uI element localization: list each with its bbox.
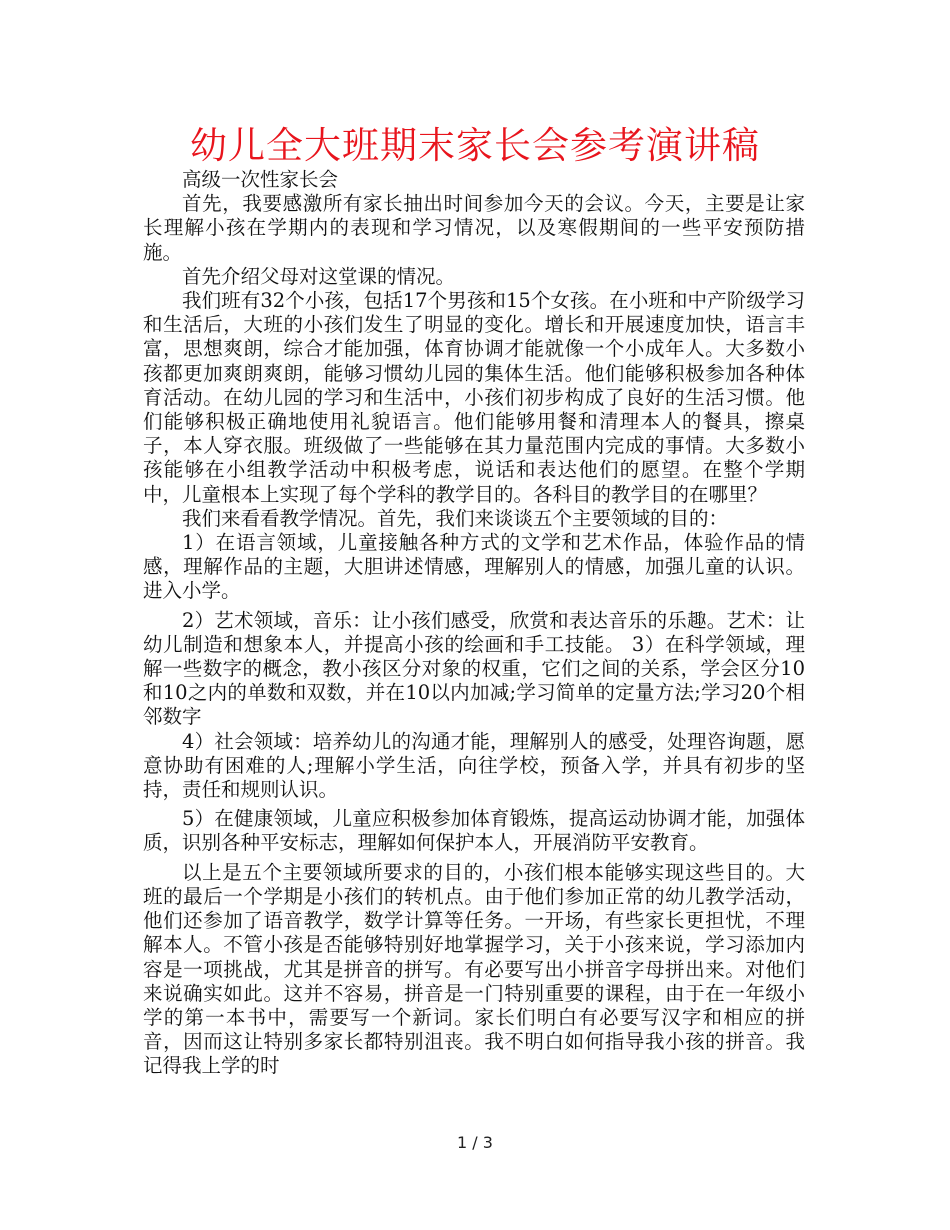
document-body	[143, 168, 805, 1079]
paragraph: 我们来看看教学情况。首先，我们来谈谈五个主要领域的目的：	[182, 506, 729, 530]
paragraph: 以上是五个主要领域所要求的目的，小孩们根本能够实现这些目的。大班的最后一个学期是小孩们的转机点。由于他们参加正常的幼儿教学活动，他们还参加了语音教学，数学计算等任务。一开场，有些家长更担忧，不理解本人。不管小孩是否能够特别好地掌握学习，关于小孩来说，学习添加内容是一项挑战，尤其是拼音的拼写。有必要写出小拼音字母拼出来。对他们来说确实如此。这并不容易，拼音是一门特别重要的课程，由于在一年级小学的第一本书中，需要写一个新词。家长们明白有必要写汉字和相应的拼音，因而这让特别多家长都特别沮丧。我不明白如何指导我小孩的拼音。我记得我上学的时	[143, 860, 805, 1078]
paragraph: 首先介绍父母对这堂课的情况。	[182, 264, 456, 288]
paragraph: 首先，我要感激所有家长抽出时间参加今天的会议。今天，主要是让家长理解小孩在学期内的表现和学习情况，以及寒假期间的一些平安预防措施。	[143, 192, 805, 264]
paragraph: 4）社会领域：培养幼儿的沟通才能，理解别人的感受，处理咨询题，愿意协助有困难的人;理解小学生活，向往学校，预备入学，并具有初步的坚持，责任和规则认识。	[143, 729, 805, 802]
paragraph: 2）艺术领域，音乐：让小孩们感受，欣赏和表达音乐的乐趣。艺术：让幼儿制造和想象本人，并提高小孩的绘画和手工技能。 3）在科学领域，理解一些数字的概念，教小孩区分对象的权重，它们之间的关系，学会区分10和10之内的单数和双数，并在10以内加减;学习简单的定量方法;学习20个相邻数字	[143, 608, 805, 729]
paragraph: 1）在语言领域，儿童接触各种方式的文学和艺术作品，体验作品的情感，理解作品的主题，大胆讲述情感，理解别人的情感，加强儿童的认识。进入小学。	[143, 531, 805, 603]
paragraph: 高级一次性家长会	[182, 168, 339, 191]
paragraph: 我们班有32个小孩，包括17个男孩和15个女孩。在小班和中产阶级学习和生活后，大班的小孩们发生了明显的变化。增长和开展速度加快，语言丰富，思想爽朗，综合才能加强，体育协调才能就像一个小成年人。大多数小孩都更加爽朗爽朗，能够习惯幼儿园的集体生活。他们能够积极参加各种体育活动。在幼儿园的学习和生活中，小孩们初步构成了良好的生活习惯。他们能够积极正确地使用礼貌语言。他们能够用餐和清理本人的餐具，擦桌子，本人穿衣服。班级做了一些能够在其力量范围内完成的事情。大多数小孩能够在小组教学活动中积极考虑，说话和表达他们的愿望。在整个学期中，儿童根本上实现了每个学科的教学目的。各科目的教学目的在哪里？	[143, 289, 805, 506]
paragraph: 5）在健康领域，儿童应积极参加体育锻炼，提高运动协调才能，加强体质，识别各种平安标志，理解如何保护本人，开展消防平安教育。	[143, 807, 805, 855]
page-number: 1 / 3	[457, 1133, 493, 1152]
document-title: 幼儿全大班期末家长会参考演讲稿	[190, 124, 760, 167]
